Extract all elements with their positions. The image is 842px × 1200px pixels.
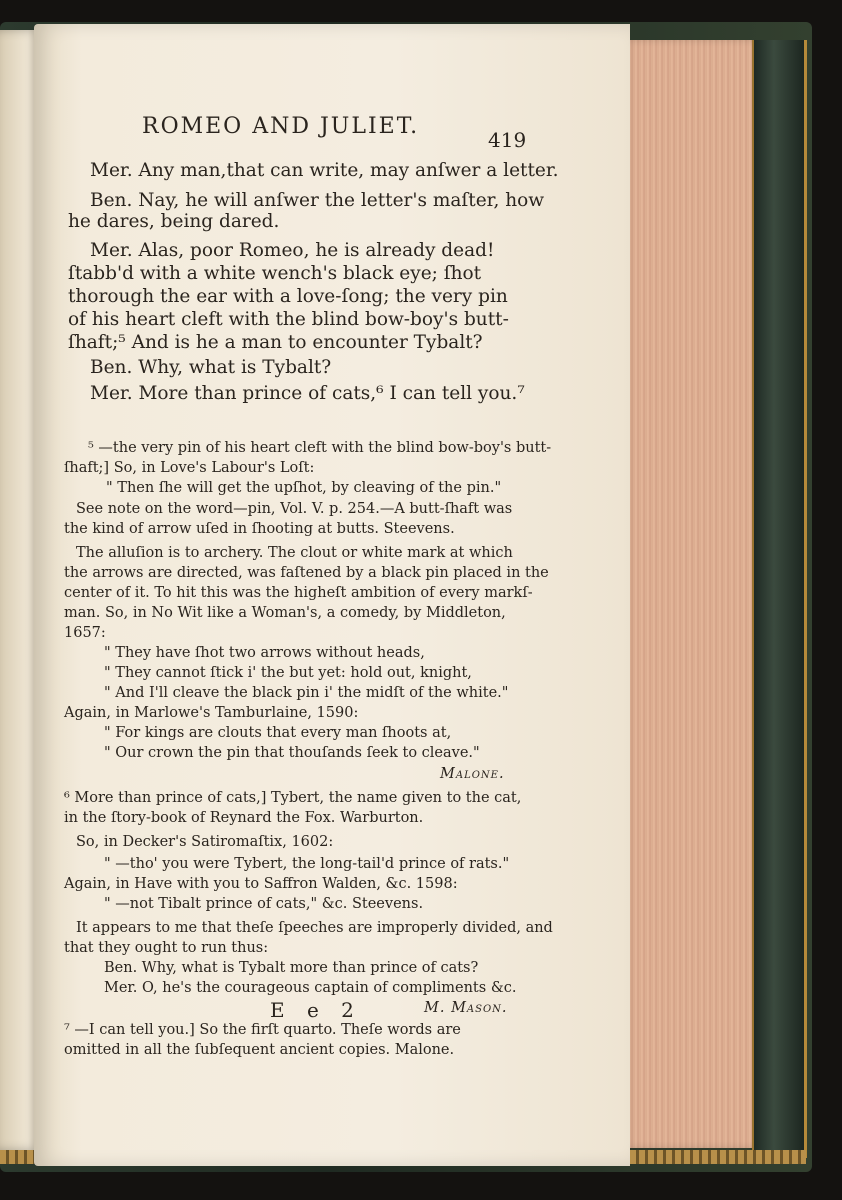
footnote-line: " —tho' you were Tybert, the long-tail'd prince of rats." <box>104 856 510 872</box>
footnote-line: " They cannot ſtick i' the but yet: hold out, knight, <box>104 665 472 681</box>
footnote-line: " —not Tibalt prince of cats," &c. Steevens. <box>104 896 424 912</box>
text-line: ſhaft;⁵ And is he a man to encounter Tybalt? <box>68 332 483 353</box>
footnote-line: Again, in Have with you to Saffron Walden, &c. 1598: <box>64 876 458 892</box>
footnote-line: ⁶ More than prince of cats,] Tybert, the name given to the cat, <box>64 790 522 806</box>
footnote-line: center of it. To hit this was the higheſt ambition of every markſ- <box>64 585 533 601</box>
footnote-line: omitted in all the ſubſequent ancient copies. Malone. <box>64 1042 455 1058</box>
text-line: Ben. Why, what is Tybalt? <box>90 357 332 378</box>
text-line: Mer. More than prince of cats,⁶ I can tell you.⁷ <box>90 383 525 404</box>
signature-mark: E e 2 <box>270 998 362 1022</box>
footnote-line: " For kings are clouts that every man ſhoots at, <box>104 725 452 741</box>
footnote-line: Mer. O, he's the courageous captain of compliments &c. <box>104 980 517 996</box>
footnote-line: " And I'll cleave the black pin i' the midſt of the white." <box>104 685 509 701</box>
footnote-line: " They have ſhot two arrows without heads, <box>104 645 425 661</box>
footnote-line: ⁷ —I can tell you.] So the firſt quarto. Theſe words are <box>64 1022 461 1038</box>
footnote-line: the arrows are directed, was faſtened by a black pin placed in the <box>64 565 549 581</box>
footnote-line: It appears to me that theſe ſpeeches are improperly divided, and <box>76 920 553 936</box>
footnote-line: that they ought to run thus: <box>64 940 269 956</box>
text-line: ſtabb'd with a white wench's black eye; ſhot <box>68 263 482 284</box>
footnote-line: Again, in Marlowe's Tamburlaine, 1590: <box>64 705 359 721</box>
footnote-line: So, in Decker's Satiromaſtix, 1602: <box>76 834 334 850</box>
text-line: of his heart cleft with the blind bow-boy's butt- <box>68 309 509 330</box>
page-number: 419 <box>488 128 527 152</box>
footnote-line: ⁵ —the very pin of his heart cleft with the blind bow-boy's butt- <box>88 440 552 456</box>
footnote-line: the kind of arrow uſed in ſhooting at butts. Steevens. <box>64 521 455 537</box>
book-board-edge <box>752 40 807 1158</box>
footnote-line: See note on the word—pin, Vol. V. p. 254.—A butt-ſhaft was <box>76 501 513 517</box>
footnote-line: ſhaft;] So, in Love's Labour's Loſt: <box>64 460 315 476</box>
footnote-line: 1657: <box>64 625 106 641</box>
attribution: Malone. <box>440 766 505 782</box>
text-line: Ben. Nay, he will anſwer the letter's maſter, how <box>90 190 545 211</box>
running-title: ROMEO AND JULIET. <box>142 114 420 139</box>
text-line: he dares, being dared. <box>68 211 280 232</box>
footnote-line: man. So, in No Wit like a Woman's, a comedy, by Middleton, <box>64 605 506 621</box>
footnote-line: Ben. Why, what is Tybalt more than prince of cats? <box>104 960 479 976</box>
text-line: Mer. Any man,that can write, may anſwer a letter. <box>90 160 559 181</box>
footnote-line: The alluſion is to archery. The clout or white mark at which <box>76 545 513 561</box>
footnote-line: " Our crown the pin that thouſands ſeek to cleave." <box>104 745 480 761</box>
text-line: thorough the ear with a love-ſong; the very pin <box>68 286 508 307</box>
attribution: M. Mason. <box>424 1000 508 1016</box>
page-block-edges <box>622 40 762 1148</box>
footnote-line: " Then ſhe will get the upſhot, by cleaving of the pin." <box>106 480 502 496</box>
footnote-line: in the ſtory-book of Reynard the Fox. Warburton. <box>64 810 424 826</box>
text-line: Mer. Alas, poor Romeo, he is already dead! <box>90 240 495 261</box>
